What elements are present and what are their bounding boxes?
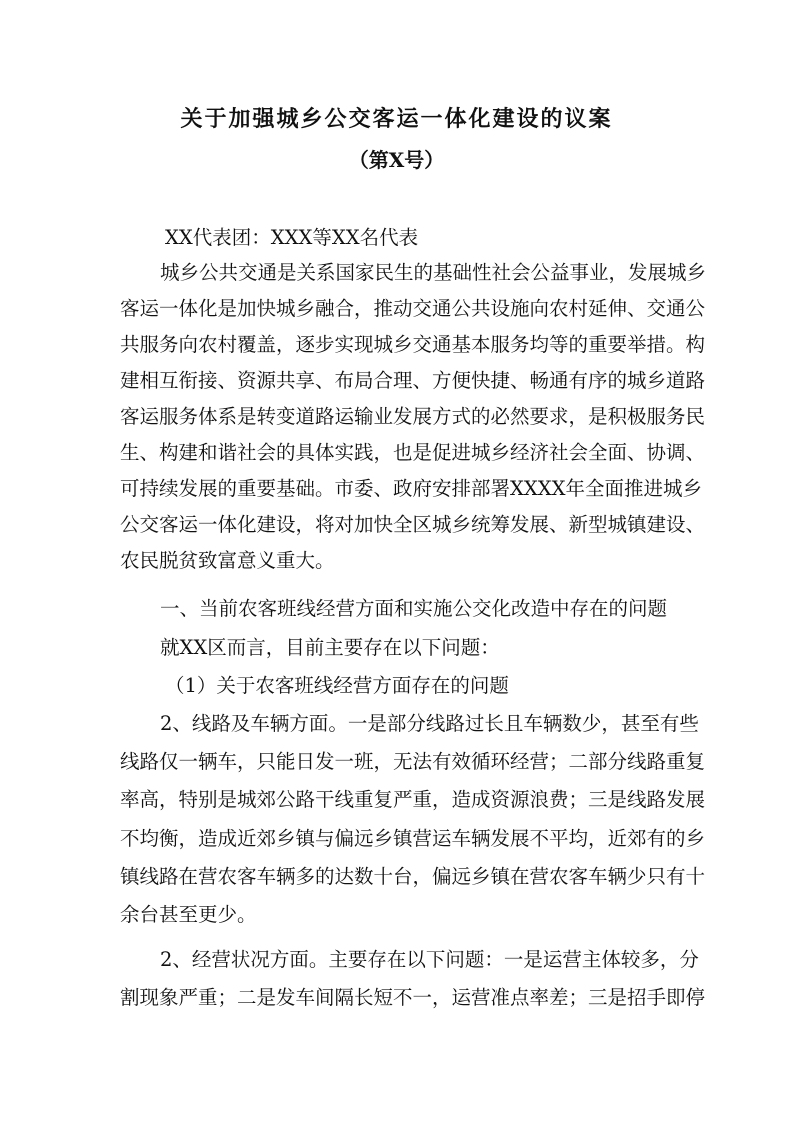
paragraph-line: 农民脱贫致富意义重大。 xyxy=(120,549,335,572)
paragraph-line: 生、构建和谐社会的具体实践，也是促进城乡经济社会全面、协调、 xyxy=(120,441,706,464)
paragraph-line: 公交客运一体化建设，将对加快全区城乡统筹发展、新型城镇建设、 xyxy=(120,513,706,536)
paragraph-line: 可持续发展的重要基础。市委、政府安排部署XXXX年全面推进城乡 xyxy=(120,477,703,500)
paragraph-line: 不均衡，造成近郊乡镇与偏远乡镇营运车辆发展不平均，近郊有的乡 xyxy=(120,827,706,850)
paragraph-line: 客运服务体系是转变道路运输业发展方式的必然要求，是积极服务民 xyxy=(120,405,706,428)
paragraph-line: 线路仅一辆车，只能日发一班，无法有效循环经营；二部分线路重复 xyxy=(120,750,706,773)
section-intro: 就XX区而言，目前主要存在以下问题： xyxy=(160,636,500,659)
document-number: （第X号） xyxy=(348,148,445,172)
subsection-heading: （1）关于农客班线经营方面存在的问题 xyxy=(165,674,509,697)
document-title: 关于加强城乡公交客运一体化建设的议案 xyxy=(180,106,613,132)
paragraph-line: 客运一体化是加快城乡融合，推动交通公共设施向农村延伸、交通公 xyxy=(120,297,706,320)
paragraph-line: 2、线路及车辆方面。一是部分线路过长且车辆数少，甚至有些 xyxy=(160,712,699,735)
paragraph-line: 共服务向农村覆盖，逐步实现城乡交通基本服务均等的重要举措。构 xyxy=(120,333,706,356)
paragraph-line: 率高，特别是城郊公路干线重复严重，造成资源浪费；三是线路发展 xyxy=(120,788,706,811)
proposer-line: XX代表团：XXX等XX名代表 xyxy=(165,226,419,249)
paragraph-line: 余台甚至更少。 xyxy=(120,903,257,926)
paragraph-line: 镇线路在营农客车辆多的达数十台，偏远乡镇在营农客车辆少只有十 xyxy=(120,865,706,888)
paragraph-line: 城乡公共交通是关系国家民生的基础性社会公益事业，发展城乡 xyxy=(160,261,707,284)
section-heading: 一、当前农客班线经营方面和实施公交化改造中存在的问题 xyxy=(160,597,668,620)
paragraph-line: 建相互衔接、资源共享、布局合理、方便快捷、畅通有序的城乡道路 xyxy=(120,369,706,392)
paragraph-line: 割现象严重；二是发车间隔长短不一，运营准点率差；三是招手即停 xyxy=(120,986,706,1009)
paragraph-line: 2、经营状况方面。主要存在以下问题：一是运营主体较多，分 xyxy=(160,948,699,971)
